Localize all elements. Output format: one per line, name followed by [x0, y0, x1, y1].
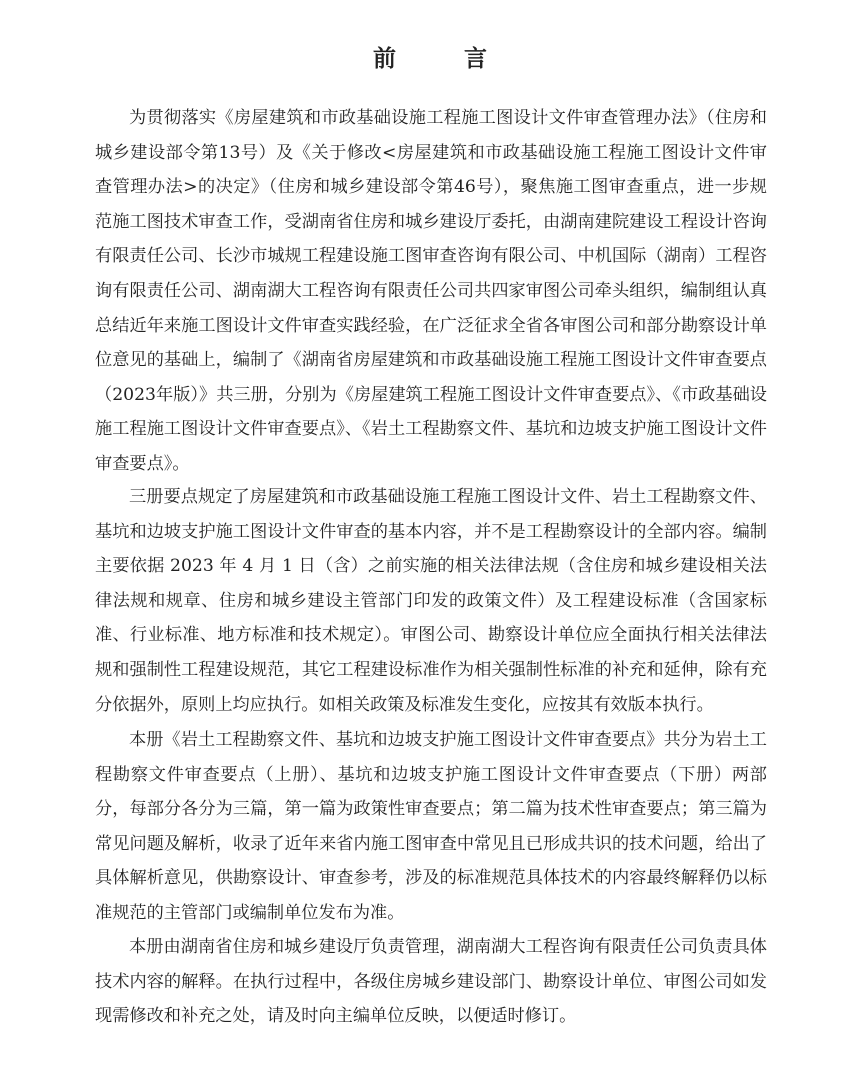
- paragraph-3: 本册《岩土工程勘察文件、基坑和边坡支护施工图设计文件审查要点》共分为岩土工程勘察文件审查要点（上册）、基坑和边坡支护施工图设计文件审查要点（下册）两部分，每部分各分为三篇，第一篇为政策性审查要点；第二篇为技术性审查要点；第三篇为常见问题及解析，收录了近年来省内施工图审查中常见且已形成共识的技术问题，给出了具体解析意见，供勘察设计、审查参考，涉及的标准规范具体技术的内容最终解释仍以标准规范的主管部门或编制单位发布为准。: [95, 730, 767, 923]
- paragraph-1: 为贯彻落实《房屋建筑和市政基础设施工程施工图设计文件审查管理办法》（住房和城乡建设部令第13号）及《关于修改<房屋建筑和市政基础设施工程施工图设计文件审查管理办法>的决定》（住房和城乡建设部令第46号），聚焦施工图审查重点，进一步规范施工图技术审查工作，受湖南省住房和城乡建设厅委托，由湖南建院建设工程设计咨询有限责任公司、长沙市城规工程建设施工图审查咨询有限公司、中机国际（湖南）工程咨询有限责任公司、湖南湖大工程咨询有限责任公司共四家审图公司牵头组织，编制组认真总结近年来施工图设计文件审查实践经验，在广泛征求全省各审图公司和部分勘察设计单位意见的基础上，编制了《湖南省房屋建筑和市政基础设施工程施工图设计文件审查要点（2023年版）》共三册，分别为《房屋建筑工程施工图设计文件审查要点》、《市政基础设施工程施工图设计文件审查要点》、《岩土工程勘察文件、基坑和边坡支护施工图设计文件审查要点》。: [95, 108, 767, 474]
- paragraph-4: 本册由湖南省住房和城乡建设厅负责管理，湖南湖大工程咨询有限责任公司负责具体技术内容的解释。在执行过程中，各级住房城乡建设部门、勘察设计单位、审图公司如发现需修改和补充之处，请及时向主编单位反映，以便适时修订。: [95, 937, 767, 1027]
- page-title: 前 言: [372, 45, 517, 72]
- paragraph-2: 三册要点规定了房屋建筑和市政基础设施工程施工图设计文件、岩土工程勘察文件、基坑和边坡支护施工图设计文件审查的基本内容，并不是工程勘察设计的全部内容。编制主要依据 2023 年 4 月 1 日（含）之前实施的相关法律法规（含住房和城乡建设相关法律法规和规章、住房和城乡建设主管部门印发的政策文件）及工程建设标准（含国家标准、行业标准、地方标准和技术规定）。审图公司、勘察设计单位应全面执行相关法律法规和强制性工程建设规范，其它工程建设标准作为相关强制性标准的补充和延伸，除有充分依据外，原则上均应执行。如相关政策及标准发生变化，应按其有效版本执行。: [95, 487, 767, 715]
